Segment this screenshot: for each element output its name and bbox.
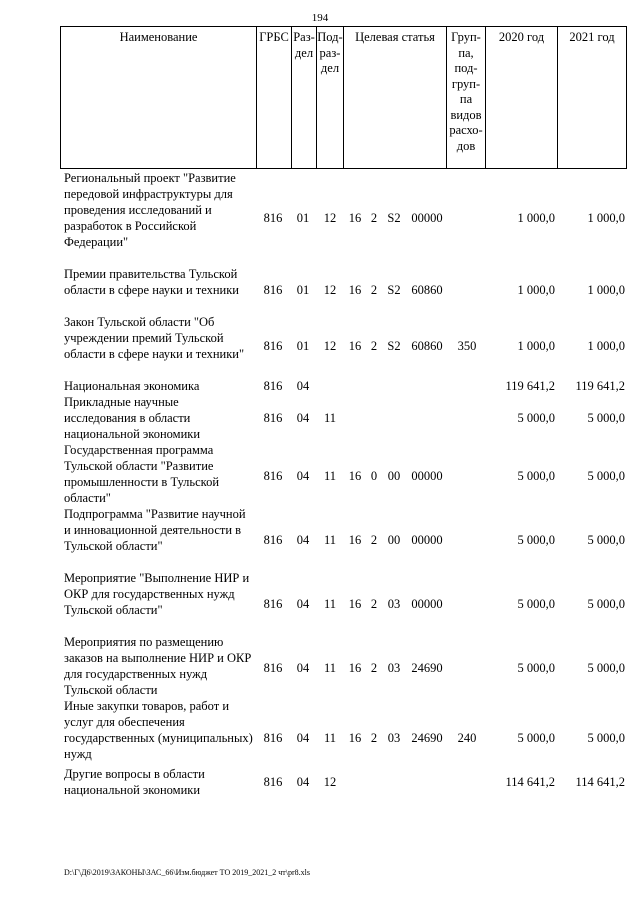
row-9-c1: 16 — [348, 661, 362, 675]
row-1-pr: 12 — [323, 211, 337, 225]
row-11-grbs: 816 — [263, 775, 283, 789]
row-9-pr: 11 — [323, 661, 337, 675]
row-2-name: Премии правительства Тульской области в сфере науки и техники — [64, 267, 239, 297]
row-4-rz: 04 — [296, 379, 310, 393]
row-3-grbs: 816 — [263, 339, 283, 353]
row-1-y2021: 1 000,0 — [587, 211, 625, 225]
row-8-c2: 2 — [370, 597, 378, 611]
row-10-y2021: 5 000,0 — [587, 731, 625, 745]
row-8-c1: 16 — [348, 597, 362, 611]
row-1-c3: S2 — [387, 211, 401, 225]
row-3-pr: 12 — [323, 339, 337, 353]
row-4-y2021: 119 641,2 — [575, 379, 625, 393]
row-8-y2020: 5 000,0 — [517, 597, 555, 611]
row-5-rz: 04 — [296, 411, 310, 425]
row-6-c1: 16 — [348, 469, 362, 483]
row-6-y2020: 5 000,0 — [517, 469, 555, 483]
page-number: 194 — [311, 12, 329, 24]
row-2-c2: 2 — [370, 283, 378, 297]
row-1-rz: 01 — [296, 211, 310, 225]
row-11-rz: 04 — [296, 775, 310, 789]
row-2-grbs: 816 — [263, 283, 283, 297]
row-1-c2: 2 — [370, 211, 378, 225]
row-9-c4: 24690 — [411, 661, 443, 675]
row-3-c4: 60860 — [411, 339, 443, 353]
row-5-y2020: 5 000,0 — [517, 411, 555, 425]
row-10-c3: 03 — [387, 731, 401, 745]
row-10-vr: 240 — [457, 731, 477, 745]
row-2-pr: 12 — [323, 283, 337, 297]
row-3-rz: 01 — [296, 339, 310, 353]
row-8-c3: 03 — [387, 597, 401, 611]
row-5-y2021: 5 000,0 — [587, 411, 625, 425]
row-2-rz: 01 — [296, 283, 310, 297]
row-4-y2020: 119 641,2 — [505, 379, 555, 393]
row-1-c4: 00000 — [411, 211, 443, 225]
row-1-y2020: 1 000,0 — [517, 211, 555, 225]
row-10-pr: 11 — [323, 731, 337, 745]
row-11-name: Другие вопросы в области национальной экономики — [64, 767, 205, 797]
row-2-y2021: 1 000,0 — [587, 283, 625, 297]
row-10-y2020: 5 000,0 — [517, 731, 555, 745]
row-9-y2021: 5 000,0 — [587, 661, 625, 675]
row-3-c2: 2 — [370, 339, 378, 353]
header-2020: 2020 год — [485, 26, 558, 169]
header-target: Целевая статья — [343, 26, 447, 169]
row-3-name: Закон Тульской области "Об учреждении премий Тульской области в сфере науки и техники" — [64, 315, 245, 361]
row-1-name: Региональный проект "Развитие передовой инфраструктуры для проведения исследований и разработок в Российской Федерации" — [64, 171, 236, 249]
row-8-y2021: 5 000,0 — [587, 597, 625, 611]
row-6-pr: 11 — [323, 469, 337, 483]
row-2-y2020: 1 000,0 — [517, 283, 555, 297]
row-10-c2: 2 — [370, 731, 378, 745]
row-3-c3: S2 — [387, 339, 401, 353]
row-7-grbs: 816 — [263, 533, 283, 547]
file-path-footer: D:\Г\Д6\2019\ЗАКОНЫ\ЗАС_66\Изм.бюджет ТО 2019_2021_2 чт\pr8.xls — [64, 868, 310, 877]
row-10-grbs: 816 — [263, 731, 283, 745]
row-7-c3: 00 — [387, 533, 401, 547]
header-name: Наименование — [60, 26, 257, 169]
row-4-grbs: 816 — [263, 379, 283, 393]
header-razdel: Раз- дел — [291, 26, 317, 169]
row-8-grbs: 816 — [263, 597, 283, 611]
header-podrazdel: Под- раз- дел — [316, 26, 344, 169]
row-7-pr: 11 — [323, 533, 337, 547]
row-9-rz: 04 — [296, 661, 310, 675]
row-9-name: Мероприятия по размещению заказов на выполнение НИР и ОКР для государственных нужд Тульской области — [64, 635, 252, 697]
row-11-pr: 12 — [323, 775, 337, 789]
row-5-grbs: 816 — [263, 411, 283, 425]
row-5-name: Прикладные научные исследования в области национальной экономики — [64, 395, 201, 441]
row-4-name: Национальная экономика — [64, 379, 200, 393]
header-2021: 2021 год — [557, 26, 627, 169]
row-3-c1: 16 — [348, 339, 362, 353]
header-group: Груп- па, под- груп- па видов расхо- дов — [446, 26, 486, 169]
row-7-c4: 00000 — [411, 533, 443, 547]
header-grbs: ГРБС — [256, 26, 292, 169]
row-2-c1: 16 — [348, 283, 362, 297]
row-2-c4: 60860 — [411, 283, 443, 297]
row-7-rz: 04 — [296, 533, 310, 547]
row-7-y2021: 5 000,0 — [587, 533, 625, 547]
row-7-c1: 16 — [348, 533, 362, 547]
row-10-c1: 16 — [348, 731, 362, 745]
row-6-c2: 0 — [370, 469, 378, 483]
row-8-rz: 04 — [296, 597, 310, 611]
row-3-y2020: 1 000,0 — [517, 339, 555, 353]
row-11-y2020: 114 641,2 — [505, 775, 555, 789]
row-6-rz: 04 — [296, 469, 310, 483]
row-6-grbs: 816 — [263, 469, 283, 483]
row-1-c1: 16 — [348, 211, 362, 225]
row-8-name: Мероприятие "Выполнение НИР и ОКР для государственных нужд Тульской области" — [64, 571, 250, 617]
row-2-c3: S2 — [387, 283, 401, 297]
row-3-vr: 350 — [457, 339, 477, 353]
row-5-pr: 11 — [323, 411, 337, 425]
row-3-y2021: 1 000,0 — [587, 339, 625, 353]
row-7-name: Подпрограмма "Развитие научной и инновационной деятельности в Тульской области" — [64, 507, 246, 553]
row-6-c3: 00 — [387, 469, 401, 483]
row-1-grbs: 816 — [263, 211, 283, 225]
row-6-c4: 00000 — [411, 469, 443, 483]
row-7-c2: 2 — [370, 533, 378, 547]
row-10-c4: 24690 — [411, 731, 443, 745]
row-10-rz: 04 — [296, 731, 310, 745]
row-6-y2021: 5 000,0 — [587, 469, 625, 483]
row-6-name: Государственная программа Тульской области "Развитие промышленности в Тульской области" — [64, 443, 220, 505]
row-8-c4: 00000 — [411, 597, 443, 611]
row-8-pr: 11 — [323, 597, 337, 611]
row-10-name: Иные закупки товаров, работ и услуг для обеспечения государственных (муниципальных) нужд — [64, 699, 253, 761]
row-9-c2: 2 — [370, 661, 378, 675]
row-11-y2021: 114 641,2 — [575, 775, 625, 789]
row-9-y2020: 5 000,0 — [517, 661, 555, 675]
row-7-y2020: 5 000,0 — [517, 533, 555, 547]
row-9-grbs: 816 — [263, 661, 283, 675]
row-9-c3: 03 — [387, 661, 401, 675]
